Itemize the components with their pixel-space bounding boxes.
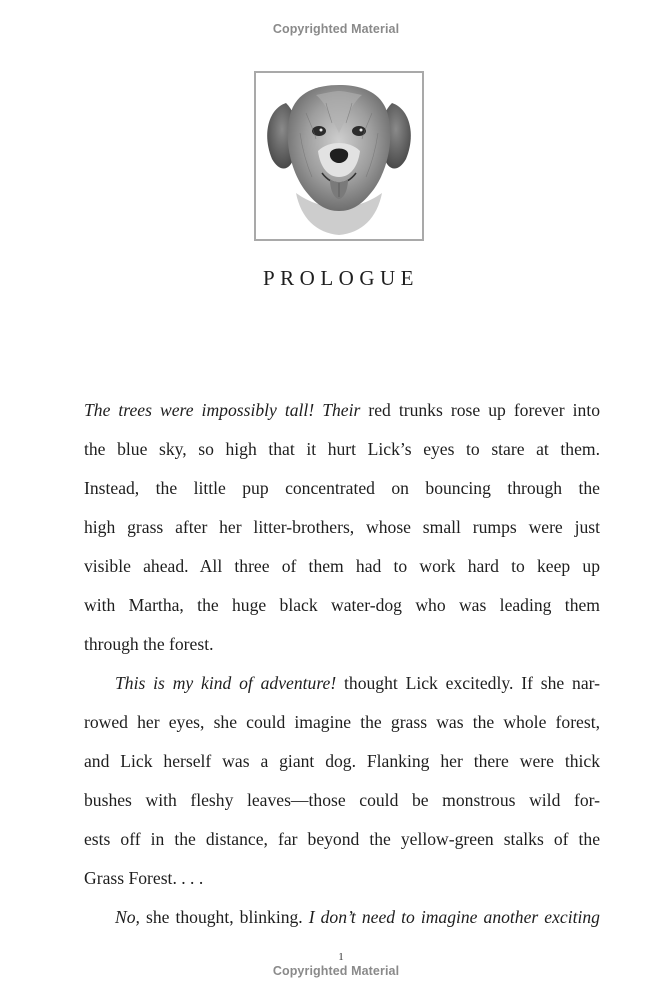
- copyright-watermark-top: Copyrighted Material: [272, 22, 400, 36]
- text-line: This is my kind of adventure! thought Lick excitedly. If she nar-: [115, 673, 600, 693]
- copyright-watermark-bottom: Copyrighted Material: [272, 964, 400, 978]
- dog-portrait-illustration: [256, 73, 422, 239]
- text-line: bushes with fleshy leaves—those could be monstrous wild for-: [84, 790, 600, 810]
- text-line: No, she thought, blinking. I don’t need to imagine another exciting: [115, 907, 600, 927]
- text-line: through the forest.: [84, 634, 214, 654]
- text-line: Instead, the little pup concentrated on bouncing through the: [84, 478, 600, 498]
- text-line: the blue sky, so high that it hurt Lick’s eyes to stare at them.: [84, 439, 600, 459]
- text-line: ests off in the distance, far beyond the yellow-green stalks of the: [84, 829, 600, 849]
- text-line: Grass Forest. . . .: [84, 868, 204, 888]
- text-line: visible ahead. All three of them had to work hard to keep up: [84, 556, 600, 576]
- page-number: 1: [338, 951, 344, 963]
- text-line: The trees were impossibly tall! Their red trunks rose up forever into: [84, 400, 600, 420]
- text-line: high grass after her litter-brothers, whose small rumps were just: [84, 517, 600, 537]
- body-text: [84, 391, 600, 937]
- text-line: and Lick herself was a giant dog. Flanking her there were thick: [84, 751, 600, 771]
- text-line: with Martha, the huge black water-dog who was leading them: [84, 595, 600, 615]
- text-line: rowed her eyes, she could imagine the grass was the whole forest,: [84, 712, 600, 732]
- chapter-title: PROLOGUE: [262, 266, 419, 290]
- dog-illustration-frame: [254, 71, 424, 241]
